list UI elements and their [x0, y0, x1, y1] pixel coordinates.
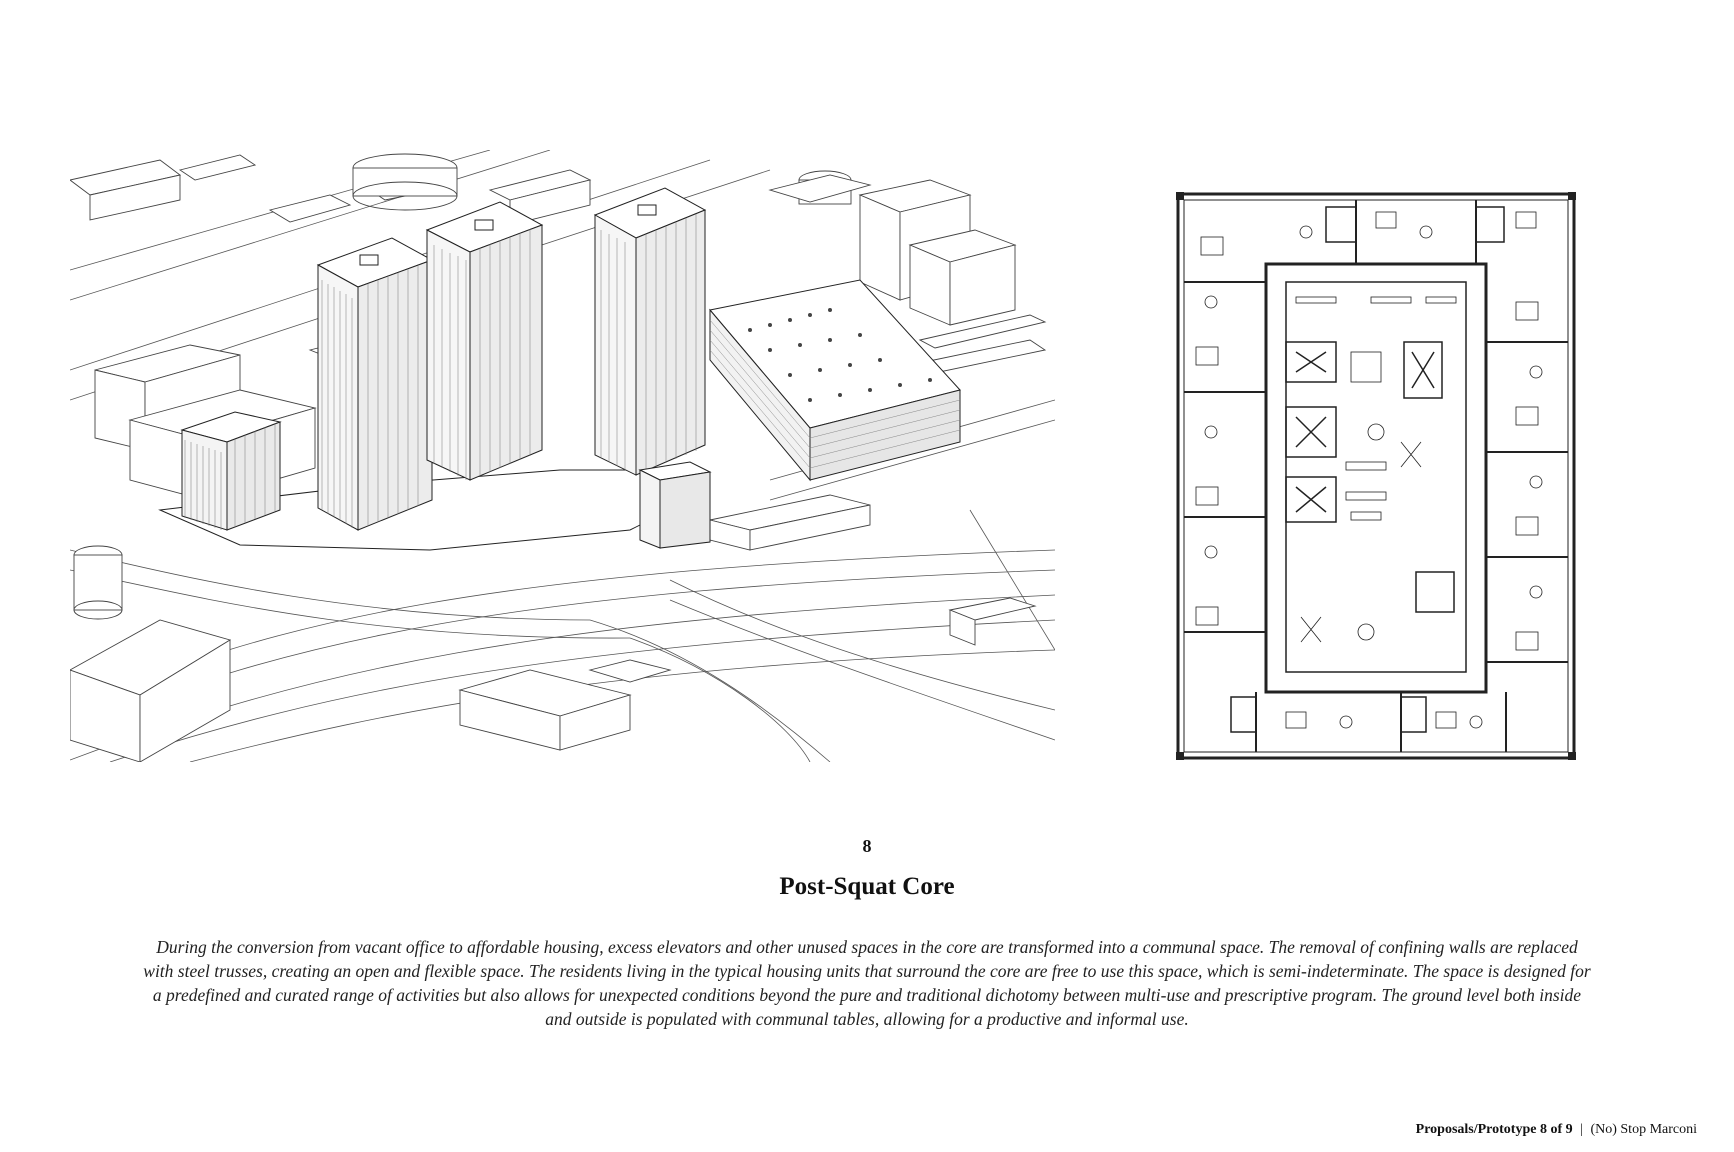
- figure-number: 8: [862, 836, 872, 856]
- figure-title: Post-Squat Core: [779, 873, 955, 900]
- footer-project: (No) Stop Marconi: [1590, 1122, 1697, 1137]
- plan-core: [1266, 264, 1486, 692]
- axonometric-site-drawing: [70, 150, 1055, 762]
- figure-description: During the conversion from vacant office to affordable housing, excess elevators and other unused spaces in the core are transformed into a communal space. The removal of confining walls are replaced with steel trusses, creating an open and flexible space. The residents living in the typical housing units that surround the core are free to use this space, which is semi-indeterminate. The space is designed for a predefined and curated range of activities but also allows for unexpected conditions beyond the pure and traditional dichotomy between multi-use and prescriptive program. The ground level both inside and outside is populated with communal tables, allowing for a productive and informal use.: [143, 937, 1591, 1029]
- tower-two: [427, 202, 542, 480]
- footer-separator: |: [1580, 1122, 1583, 1137]
- tower-small: [182, 412, 280, 530]
- page-footer: [1416, 1122, 1697, 1138]
- tower-mid: [640, 462, 710, 548]
- footer-page-number: 8 of 9: [1539, 1122, 1573, 1137]
- core-elevators: [1231, 207, 1504, 732]
- unit-walls: [1184, 200, 1568, 752]
- plan-outer-wall: [1178, 194, 1574, 758]
- footer-section: Proposals/Prototype: [1415, 1122, 1537, 1137]
- floor-plan-drawing: [1176, 192, 1576, 760]
- tower-three: [595, 188, 705, 475]
- furniture: [1196, 212, 1542, 728]
- plan-columns: [1176, 192, 1576, 760]
- tower-one: [318, 238, 432, 530]
